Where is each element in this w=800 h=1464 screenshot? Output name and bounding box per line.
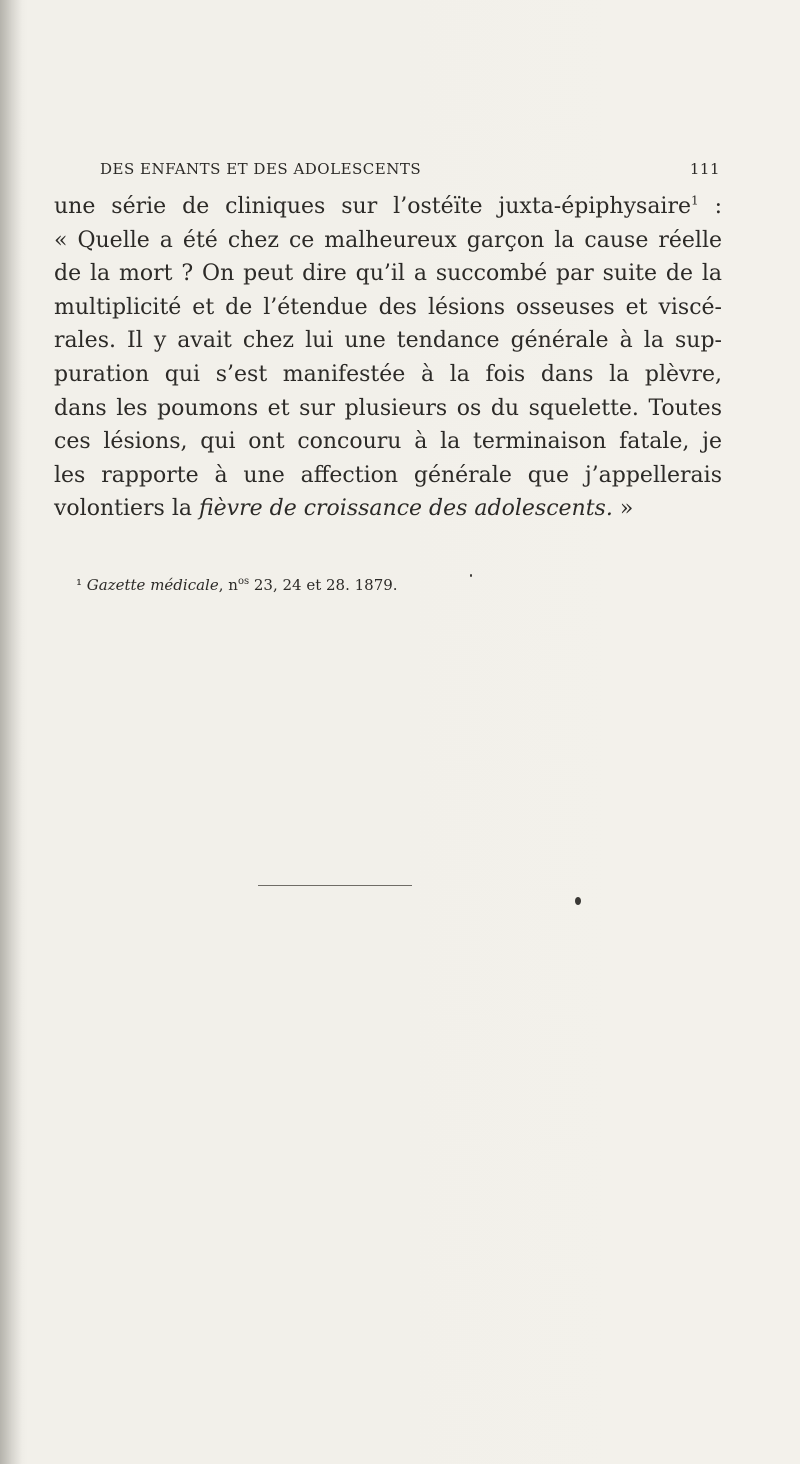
text-line-9: les rapporte à une affection générale que j’appellerais bbox=[54, 462, 722, 488]
last-line-prefix: volontiers la bbox=[54, 496, 199, 522]
text-line-3: de la mort ? On peut dire qu’il a succombé par suite de la bbox=[54, 261, 722, 287]
running-title: DES ENFANTS ET DES ADOLESCENTS bbox=[100, 160, 422, 178]
footnote bbox=[76, 576, 716, 594]
text-line-6: puration qui s’est manifestée à la fois dans la plèvre, bbox=[54, 361, 722, 387]
divider-rule bbox=[258, 885, 412, 886]
text-line-1-words: une série de cliniques sur l’ostéïte juxta-épiphysaire bbox=[54, 194, 692, 219]
footnote-reference: 1 bbox=[691, 193, 699, 208]
ink-speck bbox=[575, 897, 581, 905]
last-line-suffix: » bbox=[612, 496, 634, 522]
text-line-1-tail: : bbox=[698, 194, 723, 219]
footnote-numbers: 23, 24 et 28. 1879. bbox=[249, 576, 398, 594]
footnote-numbers-superscript: os bbox=[237, 576, 250, 587]
text-line-10 bbox=[54, 492, 722, 526]
ink-speck bbox=[470, 574, 472, 577]
footnote-marker: ¹ bbox=[76, 576, 83, 594]
text-line-2: « Quelle a été chez ce malheureux garçon la cause réelle bbox=[54, 227, 722, 253]
text-line-1 bbox=[54, 190, 722, 224]
text-line-8: ces lésions, qui ont concouru à la terminaison fatale, je bbox=[54, 429, 722, 455]
text-line-7: dans les poumons et sur plusieurs os du squelette. Toutes bbox=[54, 395, 722, 421]
text-line-4: multiplicité et de l’étendue des lésions osseuses et viscé- bbox=[54, 294, 722, 320]
footnote-source: Gazette médicale bbox=[86, 576, 219, 594]
body-text bbox=[54, 190, 722, 526]
last-line-italic: fièvre de croissance des adolescents. bbox=[198, 496, 613, 522]
text-line-5: rales. Il y avait chez lui une tendance générale à la sup- bbox=[54, 328, 722, 354]
running-head bbox=[100, 160, 720, 184]
footnote-numbers-prefix: , n bbox=[218, 576, 238, 594]
binding-shadow bbox=[0, 0, 22, 1464]
page-number: 111 bbox=[689, 160, 720, 178]
